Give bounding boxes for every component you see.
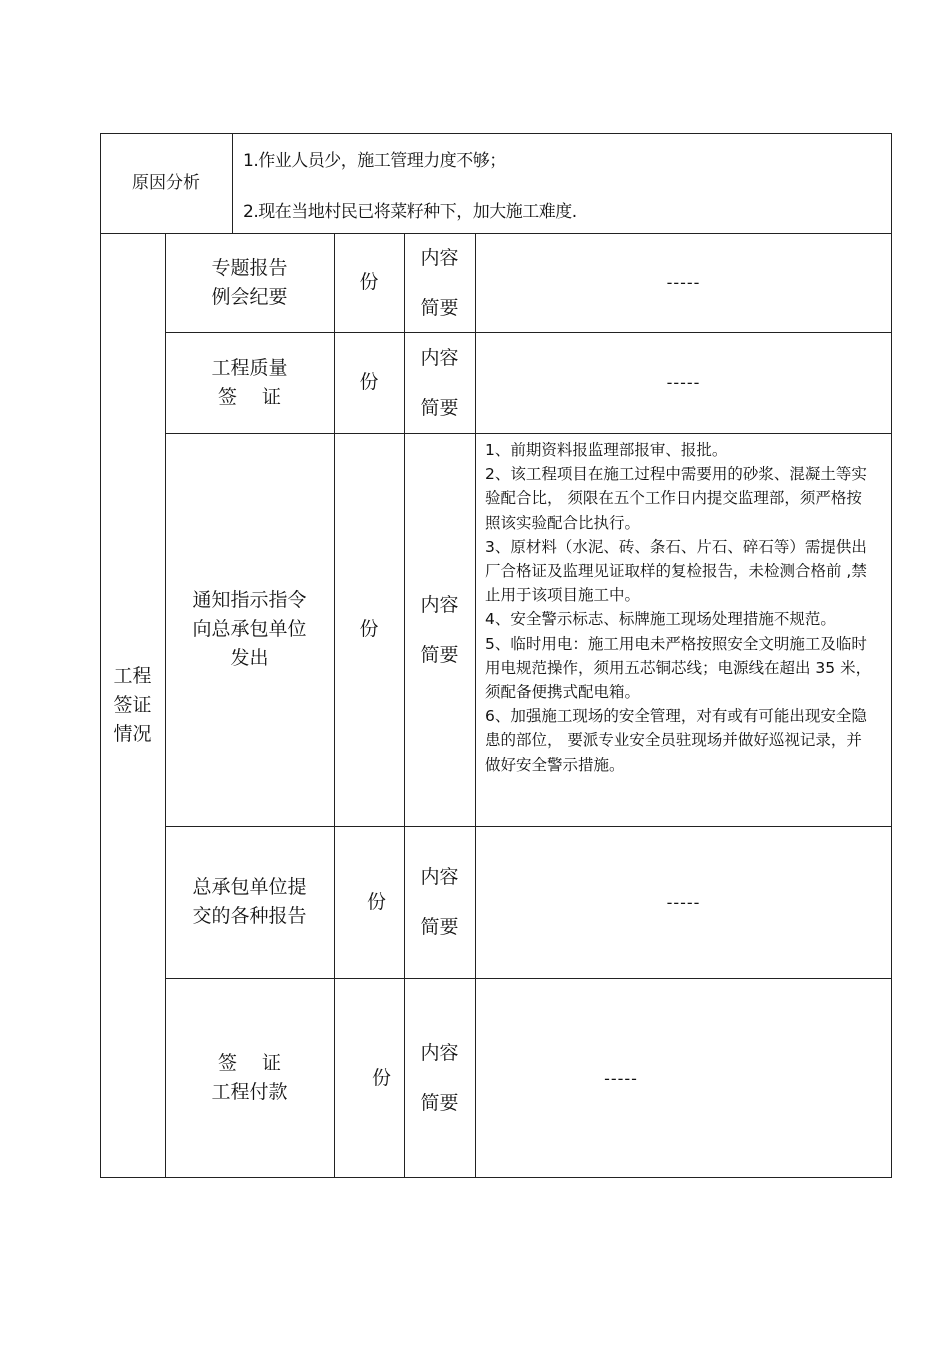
section-label-line: 情况 (113, 723, 152, 745)
row-content-text: ----- (666, 273, 701, 292)
row-title-line: 通知指示指令 (192, 589, 307, 611)
notice-item: 1、前期资料报监理部报审、报批。 (485, 441, 728, 459)
row-title (165, 433, 334, 826)
content-label (404, 826, 475, 978)
row-title (165, 978, 334, 1178)
col-divider (232, 133, 233, 233)
reason-line-2: 2.现在当地村民已将菜籽种下，加大施工难度. (243, 202, 577, 222)
row-title-line: 专题报告 (211, 256, 288, 279)
reason-label-text: 原因分析 (132, 172, 200, 193)
row-title-line: 向总承包单位 (192, 618, 307, 640)
content-label-line: 内容 (420, 1042, 459, 1064)
content-label (404, 332, 475, 433)
row-content-text: ----- (666, 892, 701, 912)
row-content (475, 233, 892, 332)
content-label (404, 433, 475, 826)
row-unit-text: 份 (359, 618, 379, 640)
row-title-line: 交的各种报告 (192, 905, 307, 927)
section-label-line: 工程 (113, 665, 152, 687)
content-label-line: 简要 (420, 396, 459, 419)
section-label-line: 签证 (113, 694, 152, 716)
reason-label (100, 133, 232, 233)
content-label-line: 简要 (420, 1092, 459, 1114)
notice-item: 4、安全警示标志、标牌施工现场处理措施不规范。 (485, 610, 836, 629)
content-label-line: 简要 (420, 643, 459, 666)
content-label-line: 内容 (420, 246, 459, 269)
row-content-text: ----- (666, 373, 701, 392)
reason-line-1: 1.作业人员少，施工管理力度不够； (243, 151, 506, 171)
row-title-line: 签 证 (217, 1052, 282, 1074)
row-unit (334, 332, 404, 433)
row-unit-text: 份 (359, 271, 379, 293)
row-content (475, 978, 767, 1178)
notice-item: 2、该工程项目在施工过程中需要用的砂浆、混凝土等实验配合比， 须限在五个工作日内提交监理部，须严格按照该实验配合比执行。 (485, 465, 867, 532)
row-unit-text: 份 (366, 890, 386, 913)
content-label-line: 简要 (420, 916, 459, 938)
row-unit (334, 233, 404, 332)
row-title-line: 例会纪要 (211, 285, 288, 308)
notice-item: 5、临时用电：施工用电未严格按照安全文明施工及临时用电规范操作，须用五芯铜芯线；电源线在超出 35 米，须配备便携式配电箱。 (485, 634, 872, 702)
notice-item: 6、加强施工现场的安全管理，对有或有可能出现安全隐患的部位， 要派专业安全员驻现场并做好巡视记录，并做好安全警示措施。 (485, 707, 867, 774)
content-label-line: 内容 (420, 866, 459, 888)
row-title-line: 工程质量 (211, 356, 288, 379)
row-unit-text: 份 (371, 1066, 391, 1089)
row-unit (334, 433, 404, 826)
content-label-line: 简要 (420, 296, 459, 319)
row-title-line: 工程付款 (211, 1081, 288, 1103)
row-content-text: ----- (604, 1068, 638, 1088)
notice-list (485, 438, 877, 777)
row-title (165, 233, 334, 332)
section-label (100, 233, 165, 1178)
content-label-line: 内容 (420, 346, 459, 369)
row-title-line: 发出 (230, 647, 269, 669)
row-title (165, 826, 334, 978)
row-title-line: 签 证 (217, 385, 282, 408)
row-title-line: 总承包单位提 (192, 876, 307, 898)
content-label-line: 内容 (420, 593, 459, 616)
content-label (404, 978, 475, 1178)
notice-item: 3、原材料（水泥、砖、条石、片石、碎石等）需提供出厂合格证及监理见证取样的复检报告，未检测合格前 ,禁止用于该项目施工中。 (485, 537, 867, 605)
row-content (475, 332, 892, 433)
row-content (475, 826, 892, 978)
row-title (165, 332, 334, 433)
content-label (404, 233, 475, 332)
row-unit-text: 份 (359, 371, 379, 393)
